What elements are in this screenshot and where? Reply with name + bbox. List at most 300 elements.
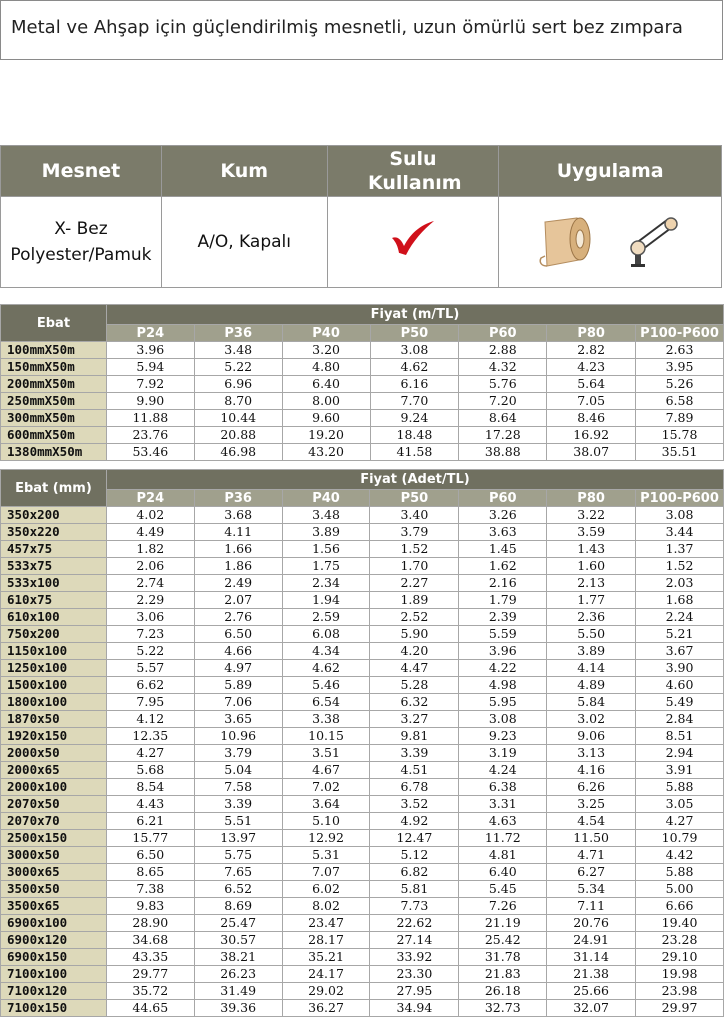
product-title-box — [0, 0, 723, 60]
spec-header-sulu — [327, 146, 499, 197]
price-cell: 29.77 — [106, 966, 194, 983]
t2-size-header: Ebat (mm) — [1, 470, 107, 507]
table-row — [1, 541, 724, 558]
price-cell: 29.02 — [282, 983, 370, 1000]
size-cell: 2000x100 — [1, 779, 107, 796]
t1-price-header: Fiyat (m/TL) — [106, 305, 723, 325]
spec-mesnet-line2: Polyester/Pamuk — [10, 245, 152, 265]
t1-grit-header: P60 — [459, 325, 547, 342]
price-cell: 3.51 — [282, 745, 370, 762]
price-cell: 5.45 — [459, 881, 547, 898]
size-cell: 2000x65 — [1, 762, 107, 779]
size-cell: 7100x150 — [1, 1000, 107, 1017]
price-cell: 7.11 — [547, 898, 636, 915]
price-cell: 5.95 — [459, 694, 547, 711]
price-cell: 21.19 — [459, 915, 547, 932]
t2-price-header: Fiyat (Adet/TL) — [106, 470, 723, 490]
price-cell: 25.66 — [547, 983, 636, 1000]
price-cell: 3.96 — [459, 643, 547, 660]
price-cell: 3.39 — [370, 745, 459, 762]
price-cell: 4.02 — [106, 507, 194, 524]
price-cell: 1.60 — [547, 558, 636, 575]
price-cell: 17.28 — [459, 427, 547, 444]
spec-table — [0, 145, 722, 288]
size-cell: 2070x70 — [1, 813, 107, 830]
price-cell: 7.23 — [106, 626, 194, 643]
price-cell: 4.71 — [547, 847, 636, 864]
price-cell: 3.08 — [459, 711, 547, 728]
price-cell: 5.21 — [636, 626, 724, 643]
price-cell: 1.62 — [459, 558, 547, 575]
table-row — [1, 864, 724, 881]
price-cell: 31.49 — [194, 983, 282, 1000]
table-row — [1, 796, 724, 813]
t2-grit-header: P40 — [282, 490, 370, 507]
table-row — [1, 711, 724, 728]
price-cell: 21.38 — [547, 966, 636, 983]
price-cell: 5.64 — [547, 376, 636, 393]
price-cell: 7.73 — [370, 898, 459, 915]
price-cell: 3.06 — [106, 609, 194, 626]
price-cell: 2.76 — [194, 609, 282, 626]
price-cell: 2.63 — [636, 342, 724, 359]
price-cell: 6.50 — [106, 847, 194, 864]
price-cell: 3.25 — [547, 796, 636, 813]
t2-grit-header: P36 — [194, 490, 282, 507]
price-cell: 7.92 — [106, 376, 194, 393]
price-cell: 5.34 — [547, 881, 636, 898]
price-cell: 5.28 — [370, 677, 459, 694]
price-cell: 8.70 — [194, 393, 282, 410]
price-cell: 3.96 — [106, 342, 194, 359]
price-cell: 1.70 — [370, 558, 459, 575]
table-row — [1, 376, 724, 393]
spec-header-uygulama: Uygulama — [499, 146, 722, 197]
price-cell: 1.94 — [282, 592, 370, 609]
price-cell: 3.40 — [370, 507, 459, 524]
t2-grit-header: P24 — [106, 490, 194, 507]
price-cell: 28.90 — [106, 915, 194, 932]
price-cell: 12.47 — [370, 830, 459, 847]
price-cell: 5.31 — [282, 847, 370, 864]
size-cell: 533x75 — [1, 558, 107, 575]
price-cell: 2.49 — [194, 575, 282, 592]
t1-grit-header: P80 — [547, 325, 636, 342]
price-cell: 3.63 — [459, 524, 547, 541]
price-cell: 3.59 — [547, 524, 636, 541]
price-cell: 7.02 — [282, 779, 370, 796]
price-cell: 3.48 — [282, 507, 370, 524]
size-cell: 610x75 — [1, 592, 107, 609]
table-row — [1, 779, 724, 796]
price-cell: 5.51 — [194, 813, 282, 830]
price-cell: 20.88 — [194, 427, 282, 444]
price-cell: 3.67 — [636, 643, 724, 660]
price-cell: 2.06 — [106, 558, 194, 575]
price-cell: 5.81 — [370, 881, 459, 898]
price-cell: 11.88 — [106, 410, 194, 427]
price-cell: 12.35 — [106, 728, 194, 745]
price-cell: 1.43 — [547, 541, 636, 558]
price-cell: 3.95 — [636, 359, 724, 376]
price-cell: 23.76 — [106, 427, 194, 444]
price-cell: 19.20 — [282, 427, 370, 444]
price-cell: 23.98 — [636, 983, 724, 1000]
price-cell: 6.54 — [282, 694, 370, 711]
price-cell: 3.52 — [370, 796, 459, 813]
price-cell: 4.60 — [636, 677, 724, 694]
price-cell: 4.11 — [194, 524, 282, 541]
price-cell: 4.42 — [636, 847, 724, 864]
price-cell: 31.14 — [547, 949, 636, 966]
price-cell: 5.88 — [636, 779, 724, 796]
price-cell: 3.44 — [636, 524, 724, 541]
size-cell: 1920x150 — [1, 728, 107, 745]
price-cell: 3.68 — [194, 507, 282, 524]
price-cell: 4.80 — [282, 359, 370, 376]
table-row — [1, 932, 724, 949]
price-cell: 3.27 — [370, 711, 459, 728]
price-cell: 2.59 — [282, 609, 370, 626]
price-cell: 5.90 — [370, 626, 459, 643]
price-cell: 1.37 — [636, 541, 724, 558]
price-cell: 2.94 — [636, 745, 724, 762]
price-cell: 26.23 — [194, 966, 282, 983]
price-cell: 4.81 — [459, 847, 547, 864]
table-row — [1, 342, 724, 359]
price-cell: 1.52 — [370, 541, 459, 558]
table-row — [1, 745, 724, 762]
price-cell: 6.21 — [106, 813, 194, 830]
price-cell: 1.82 — [106, 541, 194, 558]
table-row — [1, 898, 724, 915]
price-cell: 8.54 — [106, 779, 194, 796]
price-cell: 1.89 — [370, 592, 459, 609]
price-cell: 3.26 — [459, 507, 547, 524]
price-cell: 24.91 — [547, 932, 636, 949]
price-cell: 5.10 — [282, 813, 370, 830]
price-cell: 3.89 — [547, 643, 636, 660]
table-row — [1, 983, 724, 1000]
price-cell: 6.58 — [636, 393, 724, 410]
price-cell: 1.75 — [282, 558, 370, 575]
size-cell: 1870x50 — [1, 711, 107, 728]
price-cell: 6.27 — [547, 864, 636, 881]
size-cell: 1500x100 — [1, 677, 107, 694]
price-cell: 8.00 — [282, 393, 370, 410]
price-cell: 23.47 — [282, 915, 370, 932]
t1-grit-header: P100-P600 — [636, 325, 724, 342]
price-cell: 6.78 — [370, 779, 459, 796]
price-cell: 5.26 — [636, 376, 724, 393]
price-cell: 2.39 — [459, 609, 547, 626]
table-row — [1, 847, 724, 864]
price-cell: 5.22 — [106, 643, 194, 660]
price-cell: 5.57 — [106, 660, 194, 677]
price-table-meter — [0, 304, 724, 461]
price-cell: 20.76 — [547, 915, 636, 932]
table-row — [1, 966, 724, 983]
table-row — [1, 881, 724, 898]
product-title: Metal ve Ahşap için güçlendirilmiş mesnetli, uzun ömürlü sert bez zımpara — [11, 17, 683, 38]
table-row — [1, 524, 724, 541]
price-cell: 23.28 — [636, 932, 724, 949]
t2-grit-header: P80 — [547, 490, 636, 507]
price-cell: 10.79 — [636, 830, 724, 847]
size-cell: 3500x50 — [1, 881, 107, 898]
price-cell: 4.16 — [547, 762, 636, 779]
price-cell: 7.20 — [459, 393, 547, 410]
price-cell: 1.86 — [194, 558, 282, 575]
price-cell: 2.84 — [636, 711, 724, 728]
price-cell: 38.07 — [547, 444, 636, 461]
price-cell: 19.40 — [636, 915, 724, 932]
price-cell: 6.96 — [194, 376, 282, 393]
spec-uygulama — [499, 197, 722, 288]
price-cell: 7.05 — [547, 393, 636, 410]
price-cell: 9.81 — [370, 728, 459, 745]
price-cell: 7.26 — [459, 898, 547, 915]
price-cell: 28.17 — [282, 932, 370, 949]
size-cell: 150mmX50m — [1, 359, 107, 376]
price-cell: 5.84 — [547, 694, 636, 711]
price-cell: 6.38 — [459, 779, 547, 796]
table-row — [1, 444, 724, 461]
price-cell: 6.32 — [370, 694, 459, 711]
price-cell: 8.51 — [636, 728, 724, 745]
table-row — [1, 609, 724, 626]
price-cell: 10.15 — [282, 728, 370, 745]
spec-header-sulu-text: Sulu Kullanım — [367, 148, 462, 194]
price-cell: 8.69 — [194, 898, 282, 915]
size-cell: 350x200 — [1, 507, 107, 524]
spec-mesnet-line1: X- Bez — [54, 219, 108, 239]
size-cell: 2500x150 — [1, 830, 107, 847]
size-cell: 200mmX50m — [1, 376, 107, 393]
price-cell: 2.13 — [547, 575, 636, 592]
t1-grit-header: P36 — [194, 325, 282, 342]
price-cell: 3.38 — [282, 711, 370, 728]
price-cell: 6.66 — [636, 898, 724, 915]
price-cell: 8.65 — [106, 864, 194, 881]
price-cell: 7.07 — [282, 864, 370, 881]
price-cell: 4.49 — [106, 524, 194, 541]
price-cell: 38.88 — [459, 444, 547, 461]
spec-kum: A/O, Kapalı — [161, 197, 327, 288]
price-cell: 5.46 — [282, 677, 370, 694]
price-cell: 5.68 — [106, 762, 194, 779]
size-cell: 2000x50 — [1, 745, 107, 762]
price-cell: 2.03 — [636, 575, 724, 592]
price-cell: 24.17 — [282, 966, 370, 983]
price-cell: 32.07 — [547, 1000, 636, 1017]
price-cell: 2.16 — [459, 575, 547, 592]
price-cell: 9.60 — [282, 410, 370, 427]
size-cell: 300mmX50m — [1, 410, 107, 427]
price-cell: 6.02 — [282, 881, 370, 898]
price-cell: 2.34 — [282, 575, 370, 592]
red-checkmark-icon — [390, 220, 436, 256]
price-cell: 4.43 — [106, 796, 194, 813]
price-cell: 41.58 — [370, 444, 459, 461]
size-cell: 100mmX50m — [1, 342, 107, 359]
price-cell: 4.97 — [194, 660, 282, 677]
size-cell: 3000x65 — [1, 864, 107, 881]
table-row — [1, 813, 724, 830]
price-cell: 29.97 — [636, 1000, 724, 1017]
table-row — [1, 393, 724, 410]
price-cell: 34.68 — [106, 932, 194, 949]
spec-sulu — [327, 197, 499, 288]
size-cell: 533x100 — [1, 575, 107, 592]
price-cell: 5.12 — [370, 847, 459, 864]
price-cell: 4.51 — [370, 762, 459, 779]
size-cell: 6900x100 — [1, 915, 107, 932]
size-cell: 7100x120 — [1, 983, 107, 1000]
price-cell: 4.27 — [106, 745, 194, 762]
price-cell: 46.98 — [194, 444, 282, 461]
price-cell: 3.08 — [636, 507, 724, 524]
table-row — [1, 643, 724, 660]
price-cell: 4.98 — [459, 677, 547, 694]
price-cell: 2.29 — [106, 592, 194, 609]
t1-grit-header: P40 — [282, 325, 370, 342]
size-cell: 600mmX50m — [1, 427, 107, 444]
table-row — [1, 427, 724, 444]
price-cell: 8.02 — [282, 898, 370, 915]
price-cell: 3.65 — [194, 711, 282, 728]
price-cell: 35.72 — [106, 983, 194, 1000]
price-cell: 43.35 — [106, 949, 194, 966]
table-row — [1, 592, 724, 609]
price-cell: 4.47 — [370, 660, 459, 677]
price-cell: 2.27 — [370, 575, 459, 592]
price-cell: 2.82 — [547, 342, 636, 359]
price-cell: 10.44 — [194, 410, 282, 427]
price-cell: 3.79 — [194, 745, 282, 762]
price-cell: 39.36 — [194, 1000, 282, 1017]
size-cell: 3500x65 — [1, 898, 107, 915]
price-cell: 18.48 — [370, 427, 459, 444]
price-cell: 4.62 — [370, 359, 459, 376]
price-cell: 3.64 — [282, 796, 370, 813]
price-cell: 33.92 — [370, 949, 459, 966]
price-cell: 9.24 — [370, 410, 459, 427]
price-cell: 12.92 — [282, 830, 370, 847]
price-cell: 5.50 — [547, 626, 636, 643]
price-cell: 15.78 — [636, 427, 724, 444]
price-cell: 6.16 — [370, 376, 459, 393]
price-cell: 7.58 — [194, 779, 282, 796]
size-cell: 350x220 — [1, 524, 107, 541]
table-row — [1, 694, 724, 711]
size-cell: 1380mmX50m — [1, 444, 107, 461]
price-cell: 5.04 — [194, 762, 282, 779]
size-cell: 3000x50 — [1, 847, 107, 864]
spec-mesnet — [1, 197, 162, 288]
price-cell: 5.76 — [459, 376, 547, 393]
price-cell: 2.74 — [106, 575, 194, 592]
price-cell: 6.52 — [194, 881, 282, 898]
price-cell: 8.46 — [547, 410, 636, 427]
price-cell: 6.08 — [282, 626, 370, 643]
t2-grit-header: P60 — [459, 490, 547, 507]
price-cell: 1.79 — [459, 592, 547, 609]
size-cell: 457x75 — [1, 541, 107, 558]
price-cell: 7.06 — [194, 694, 282, 711]
table-row — [1, 575, 724, 592]
price-cell: 26.18 — [459, 983, 547, 1000]
t1-grit-header: P50 — [370, 325, 459, 342]
price-cell: 43.20 — [282, 444, 370, 461]
price-cell: 23.30 — [370, 966, 459, 983]
t1-size-header: Ebat — [1, 305, 107, 342]
table-row — [1, 1000, 724, 1017]
price-cell: 4.24 — [459, 762, 547, 779]
price-cell: 21.83 — [459, 966, 547, 983]
price-cell: 1.52 — [636, 558, 724, 575]
price-cell: 4.27 — [636, 813, 724, 830]
price-cell: 27.14 — [370, 932, 459, 949]
price-cell: 36.27 — [282, 1000, 370, 1017]
price-cell: 5.00 — [636, 881, 724, 898]
size-cell: 1250x100 — [1, 660, 107, 677]
price-cell: 2.52 — [370, 609, 459, 626]
price-cell: 7.95 — [106, 694, 194, 711]
t2-grit-header: P100-P600 — [636, 490, 724, 507]
price-cell: 9.90 — [106, 393, 194, 410]
spec-header-kum: Kum — [161, 146, 327, 197]
price-cell: 1.77 — [547, 592, 636, 609]
price-cell: 3.20 — [282, 342, 370, 359]
price-cell: 4.92 — [370, 813, 459, 830]
price-cell: 16.92 — [547, 427, 636, 444]
sanding-roll-icon — [535, 212, 595, 272]
price-cell: 5.88 — [636, 864, 724, 881]
table-row — [1, 830, 724, 847]
price-cell: 4.63 — [459, 813, 547, 830]
price-cell: 35.21 — [282, 949, 370, 966]
price-cell: 3.19 — [459, 745, 547, 762]
price-cell: 10.96 — [194, 728, 282, 745]
size-cell: 7100x100 — [1, 966, 107, 983]
price-cell: 7.65 — [194, 864, 282, 881]
price-cell: 11.50 — [547, 830, 636, 847]
price-cell: 9.23 — [459, 728, 547, 745]
price-cell: 3.89 — [282, 524, 370, 541]
table-row — [1, 410, 724, 427]
price-cell: 25.42 — [459, 932, 547, 949]
table-row — [1, 915, 724, 932]
table-row — [1, 558, 724, 575]
belt-sander-icon — [625, 212, 685, 272]
price-cell: 29.10 — [636, 949, 724, 966]
price-cell: 19.98 — [636, 966, 724, 983]
price-cell: 5.89 — [194, 677, 282, 694]
price-cell: 6.82 — [370, 864, 459, 881]
price-cell: 9.83 — [106, 898, 194, 915]
price-cell: 4.22 — [459, 660, 547, 677]
price-table-piece — [0, 469, 724, 1017]
price-cell: 44.65 — [106, 1000, 194, 1017]
price-cell: 1.68 — [636, 592, 724, 609]
price-cell: 2.36 — [547, 609, 636, 626]
price-cell: 4.14 — [547, 660, 636, 677]
price-cell: 1.66 — [194, 541, 282, 558]
price-cell: 3.22 — [547, 507, 636, 524]
price-cell: 3.31 — [459, 796, 547, 813]
price-cell: 15.77 — [106, 830, 194, 847]
